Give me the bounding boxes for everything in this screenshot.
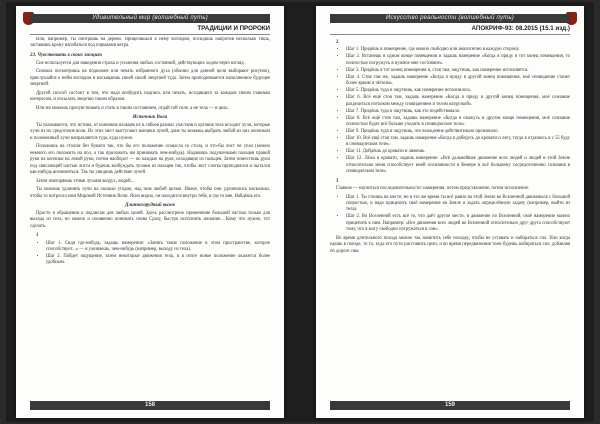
- list-item: • Шаг 9. Придёшь туда и ощутишь, что вхождение действительно произошло.: [346, 129, 570, 135]
- paragraph: Просто в обращении к подлисам для любых целей. Здесь рассмотрено применение большой частью только для выхода из тела, но можно и сконвенно понимать снова Сразу, быстро исполнить желание... Кому что нужно, тот сделать.: [30, 210, 270, 229]
- list-item: • Шаг 2. Во Вселенной есть всё то, что даёт другое место, и движение по Вселенной, своё намерение можно прицепить к ним. Например: «Все движения всех людей во Вселенной относительно друг друга способствуют тому, что я могу свободно погружаться в сон».: [346, 214, 570, 233]
- right-page-header: Искусство реальности (волшебный путь): [330, 14, 570, 23]
- list-number: 1: [36, 233, 39, 239]
- list-item: • Шаг 12. Лёжа в кровати, задашь намерение: «Всё дальнейшее движение всех людей и людей в этой Земле относительно меня способствует моей осознанности в Кемере и всё большему сосредоточению сознания в сновидческом теле».: [346, 156, 570, 175]
- paragraph: Затем повторяешь этими лучами воздух, людей...: [36, 178, 135, 184]
- right-page: [316, 6, 584, 418]
- paragraph: Другой способ состоит в том, что надо возбудить подпись или печать, исходящего за каждым твоим главным интересом, и посылать энергию таким образом.: [30, 90, 270, 103]
- list-item: • Шаг 2. Пойдет ощущение, затем некоторые движения тела, и в итоге новое положение окажется более удобным.: [46, 254, 270, 267]
- left-page-number: 158: [30, 401, 270, 410]
- list-item: • Шаг 3. Придёшь в тот конец помещения и, стоя там, ощутишь, как намерение исполняется.: [346, 68, 570, 74]
- paragraph: Или же можешь прочувствовать и стать в таким состоянием, отдай той силе, а не тела — и цель.: [36, 105, 229, 111]
- paragraph: Сначала посмотришь на подножие или печать избранного духа (обычно для данной цели выбирают рисунок), прислушайся к нейм взглядом и насыщаешь своей силой энергией туда. Затем приподнимается наполненное будущее энергией.: [30, 69, 270, 88]
- list-item: • Шаг 11. Дойдёшь до кровати и ляжешь.: [346, 149, 570, 155]
- step-list: [330, 47, 570, 175]
- right-page-subheader: АПОКРИФ-93: 08.2015 (15.1 изд.): [330, 25, 570, 35]
- list-item: • Шаг 1. Ты стоишь на месте, но в это же время ты всё равно на этой Земле во Вселенной движешься с большой скоростью, и надо прицелить своё намерение на Земле и задать определённую задачу (например, выйти из тела).: [346, 195, 570, 214]
- right-page-number: 159: [330, 401, 570, 410]
- paragraph: Главное — научиться последовательности: намерения, потом представление, потом исполнение.: [336, 186, 530, 192]
- paragraph: Или, например, ты смотришь на дерево. Прицелишься к нему взглядом, посидишь напротив несколько тишь, заставишь крону нагибаться под порывами ветра.: [30, 37, 270, 49]
- left-page-header: Удивительный мир (волшебный путь): [30, 14, 270, 23]
- left-page-content: [30, 37, 270, 394]
- left-page: [16, 6, 284, 418]
- paragraph: Во время длительного похода можно так наметить себе походку, чтобы не уставать и набираться сил. Или когда едешь в поезде, то то, куда его пути расставить цели, и во время передвижения тоже будешь набираться сил, добавляя по дороге сны.: [330, 235, 570, 254]
- paragraph: Сие используется для наведения страха и усиления любых состояний, действующих ходом через взгляд.: [36, 60, 245, 66]
- list-item: • Шаг 8. Всё ещё стоя там, задашь намерение «Когда я окажусь в другом конце помещения, моё сознание полностью будет всё больше уходить в сновидческое тело».: [346, 116, 570, 129]
- right-page-content: [330, 37, 570, 394]
- paragraph: Положишь на столом без бумаги так, что бы его положение осмысла со стола, и что-бы лист не упал (можно немного его положить на пол, а так приложить им принимать чем-нибудь). Надавишь подушечками пальцев правой руки на кончики на левой руки, потом наоборот — по каждые на руке, исходящие из пальцев. Затем поместишь руки под свисающий частью листа и будешь возбуждать лучами из пальцев так, чтобы лист слегка приподнялся и пытался как-нибудь вознимиться. Так ты увидишь действие лучей.: [30, 144, 270, 176]
- paragraph: Ты можешь удлинять лучи на сколько угодно, над ним любой целью. Иначе, чтобы они удлинились насколько, чтобы то потрогал ими Мировой Источник Воли. Ясно видно, он находится внутри тебя, и где то вне. Найдёшь его.: [30, 187, 270, 199]
- section-heading: Длинногорудный вызов: [125, 203, 175, 209]
- list-item: • Шаг 6. Всё ещё стоя там, задашь намерение «Когда я приду в другой конец помещения, моё сознание разделиться потолком между сновидением и телом нагрузкой».: [346, 95, 570, 108]
- list-item: • Шаг 1. Придёшь в помещение, где можно свободно или аналогично в каждую сторону.: [346, 47, 570, 53]
- list-item: • Шаг 7. Придёшь туда и ощутишь, как это подействовало.: [346, 109, 570, 115]
- step-list: [330, 195, 570, 234]
- step-list: [30, 241, 270, 267]
- list-item: • Шаг 2. Встанешь в одном конце помещения и задашь намерение «Когда я приду в тот конец помещения, то полностью погружусь в нужное мне состояние».: [346, 54, 570, 67]
- list-number: 3: [336, 178, 339, 184]
- list-item: • Шаг 1. Сидя где-нибудь, задашь намерение: «Занять такое положение в этом пространстве, которое способствует...» — и ужинаешь, чем-нибудь (например, выходу из тела).: [46, 241, 270, 254]
- left-page-subheader: ТРАДИЦИИ И ПРОРОКИ: [30, 25, 270, 35]
- section-heading: Источник Воли: [132, 115, 168, 121]
- book-spread: [6, 2, 594, 422]
- section-heading: 23. Чувствовать в своих эмоциях: [30, 52, 103, 58]
- list-item: • Шаг 5. Придёшь туда и ощутишь, как намерение исполнилось.: [346, 88, 570, 94]
- list-item: • Шаг 4. Стоя там же, задашь намерение «Когда я приду в другой конец помещения, моё сновидение станет более ярким и чётким».: [346, 75, 570, 88]
- list-number: 2: [336, 40, 339, 45]
- paragraph: Ты указывается, что истина, от кончиков пальцев их в сябоев разных участков и органов тела исходит лучи, которые лучи из их средоточие воли. Их этих мест выступают кончики лучей, длие ты можешь выбрать любой из них кончиком и положенный лучи направляется туда, куда нужно.: [30, 123, 270, 141]
- list-item: • Шаг 10. Всё ещё стоя там, задашь намерение «Когда я доберусь до кровати и лягу, тогда я отделюсь и с 55 буду в сновидческом теле».: [346, 136, 570, 149]
